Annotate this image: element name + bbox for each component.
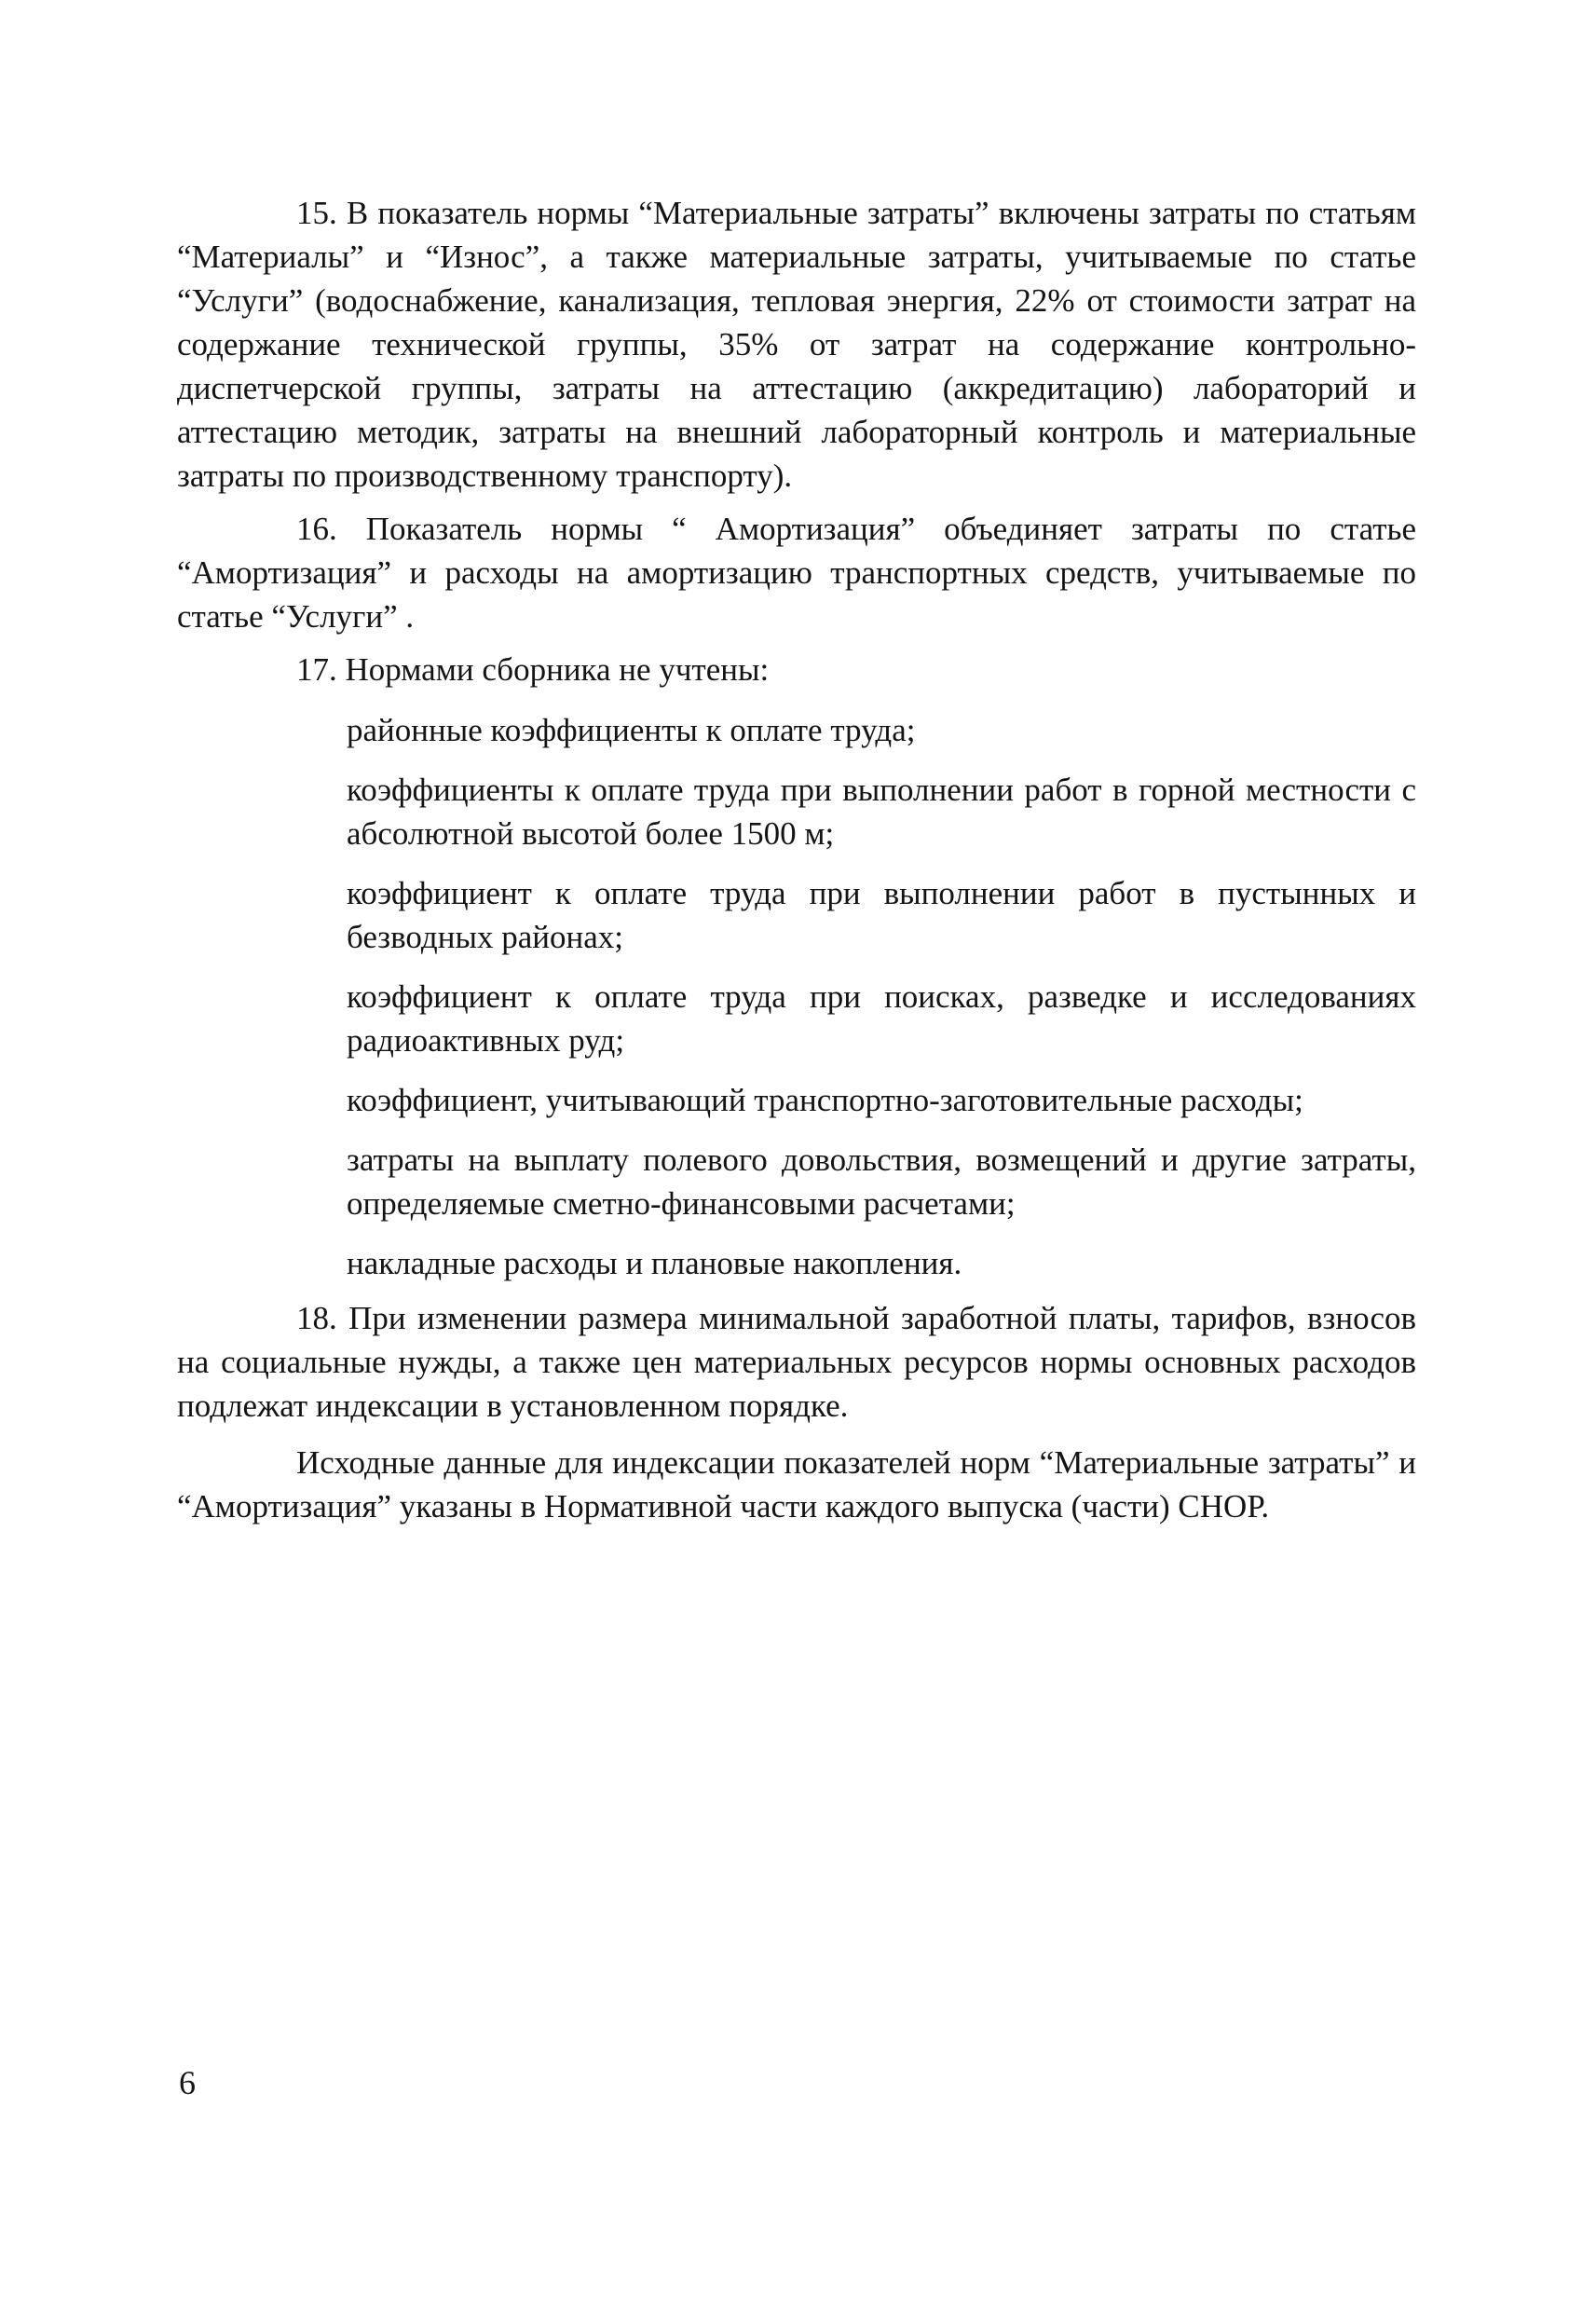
- list-item: затраты на выплату полевого довольствия, возмещений и другие затраты, определяемые сметно-финансовыми расчетами;: [347, 1142, 1416, 1222]
- list-item: накладные расходы и плановые накопления.: [347, 1245, 962, 1281]
- list-item: районные коэффициенты к оплате труда;: [347, 712, 916, 748]
- paragraph-15: 15. В показатель нормы “Материальные затраты” включены затраты по статьям “Материалы” и “Износ”, а также материальные затраты, учитываемые по статье “Услуги” (водоснабжение, канализация, тепловая энергия, 22% от стоимости затрат на содержание технической группы, 35% от затрат на содержание контрольно-диспетчерской группы, затраты на аттестацию (аккредитацию) лабораторий и аттестацию методик, затраты на внешний лабораторный контроль и материальные затраты по производственному транспорту).: [177, 195, 1416, 494]
- paragraph-17: 17. Нормами сборника не учтены:: [296, 651, 770, 688]
- paragraph-18: 18. При изменении размера минимальной заработной платы, тарифов, взносов на социальные нужды, а также цен материальных ресурсов нормы основных расходов подлежат индексации в установленном порядке.: [177, 1300, 1416, 1424]
- list-item: коэффициент к оплате труда при поисках, разведке и исследованиях радиоактивных руд;: [347, 978, 1416, 1059]
- document-body: [177, 191, 1416, 1538]
- paragraph-16: 16. Показатель нормы “ Амортизация” объединяет затраты по статье “Амортизация” и расходы на амортизацию транспортных средств, учитываемые по статье “Услуги” .: [177, 511, 1416, 635]
- paragraph-source-data: Исходные данные для индексации показателей норм “Материальные затраты” и “Амортизация” указаны в Нормативной части каждого выпуска (части) СНОР.: [177, 1444, 1416, 1525]
- list-item: коэффициент, учитывающий транспортно-заготовительные расходы;: [347, 1082, 1303, 1118]
- list-item: коэффициенты к оплате труда при выполнении работ в горной местности с абсолютной высотой более 1500 м;: [347, 772, 1416, 852]
- list-item: коэффициент к оплате труда при выполнении работ в пустынных и безводных районах;: [347, 875, 1416, 955]
- not-included-list: [177, 708, 1416, 1285]
- page-number: 6: [179, 2064, 196, 2101]
